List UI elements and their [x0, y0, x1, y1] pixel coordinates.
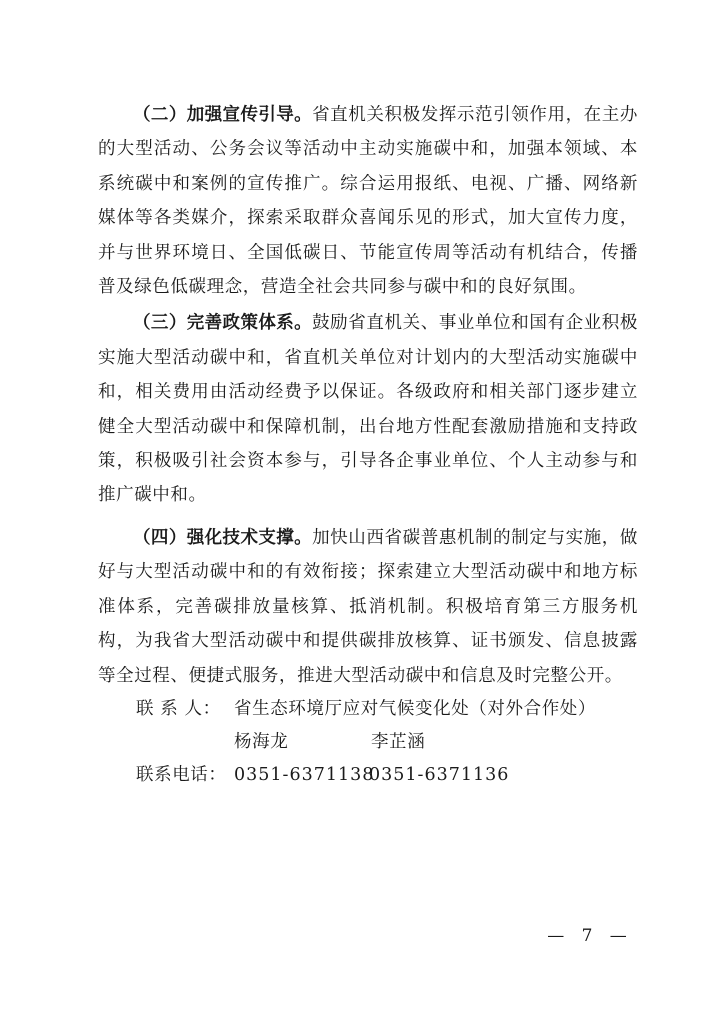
phone-label: 联系电话： [136, 764, 227, 785]
section-text: 加快山西省碳普惠机制的制定与实施，做好与大型活动碳中和的有效衔接；探索建立大型活动碳中和地方标准体系，完善碳排放量核算、抵消机制。积极培育第三方服务机构，为我省大型活动碳中和提供碳排放核算、证书颁发、信息披露等全过程、便捷式服务，推进大型活动碳中和信息及时完整公开。 [98, 527, 638, 686]
section-heading: （四）强化技术支撑。 [133, 527, 313, 548]
contact-name: 杨海龙 [234, 731, 289, 752]
contact-phone-line [98, 759, 638, 792]
section-heading: （三）完善政策体系。 [133, 313, 313, 334]
phone-number: 0351-6371136 [369, 764, 510, 785]
page-number: — 7 — [547, 926, 633, 946]
contact-department: 省生态环境厅应对气候变化处（对外合作处） [234, 698, 596, 719]
section-policy [98, 306, 638, 512]
phone-number: 0351-6371138 [234, 764, 375, 785]
contact-names-line [98, 726, 638, 759]
section-heading: （二）加强宣传引导。 [133, 105, 313, 125]
section-text: 鼓励省直机关、事业单位和国有企业积极实施大型活动碳中和，省直机关单位对计划内的大型活动实施碳中和，相关费用由活动经费予以保证。各级政府和相关部门逐步建立健全大型活动碳中和保障机制，出台地方性配套激励措施和支持政策，积极吸引社会资本参与，引导各企事业单位、个人主动参与和推广碳中和。 [98, 313, 638, 506]
contact-label: 联 系 人： [136, 698, 221, 719]
contact-block [98, 693, 638, 792]
section-technical [98, 521, 638, 693]
document-body [98, 98, 638, 792]
contact-person-line [98, 693, 638, 726]
section-text: 省直机关积极发挥示范引领作用，在主办的大型活动、公务会议等活动中主动实施碳中和，加强本领域、本系统碳中和案例的宣传推广。综合运用报纸、电视、广播、网络新媒体等各类媒介，探索采取群众喜闻乐见的形式，加大宣传力度，并与世界环境日、全国低碳日、节能宣传周等活动有机结合，传播普及绿色低碳理念，营造全社会共同参与碳中和的良好氛围。 [98, 105, 638, 298]
section-publicity [98, 98, 638, 304]
contact-name: 李芷涵 [371, 731, 426, 752]
